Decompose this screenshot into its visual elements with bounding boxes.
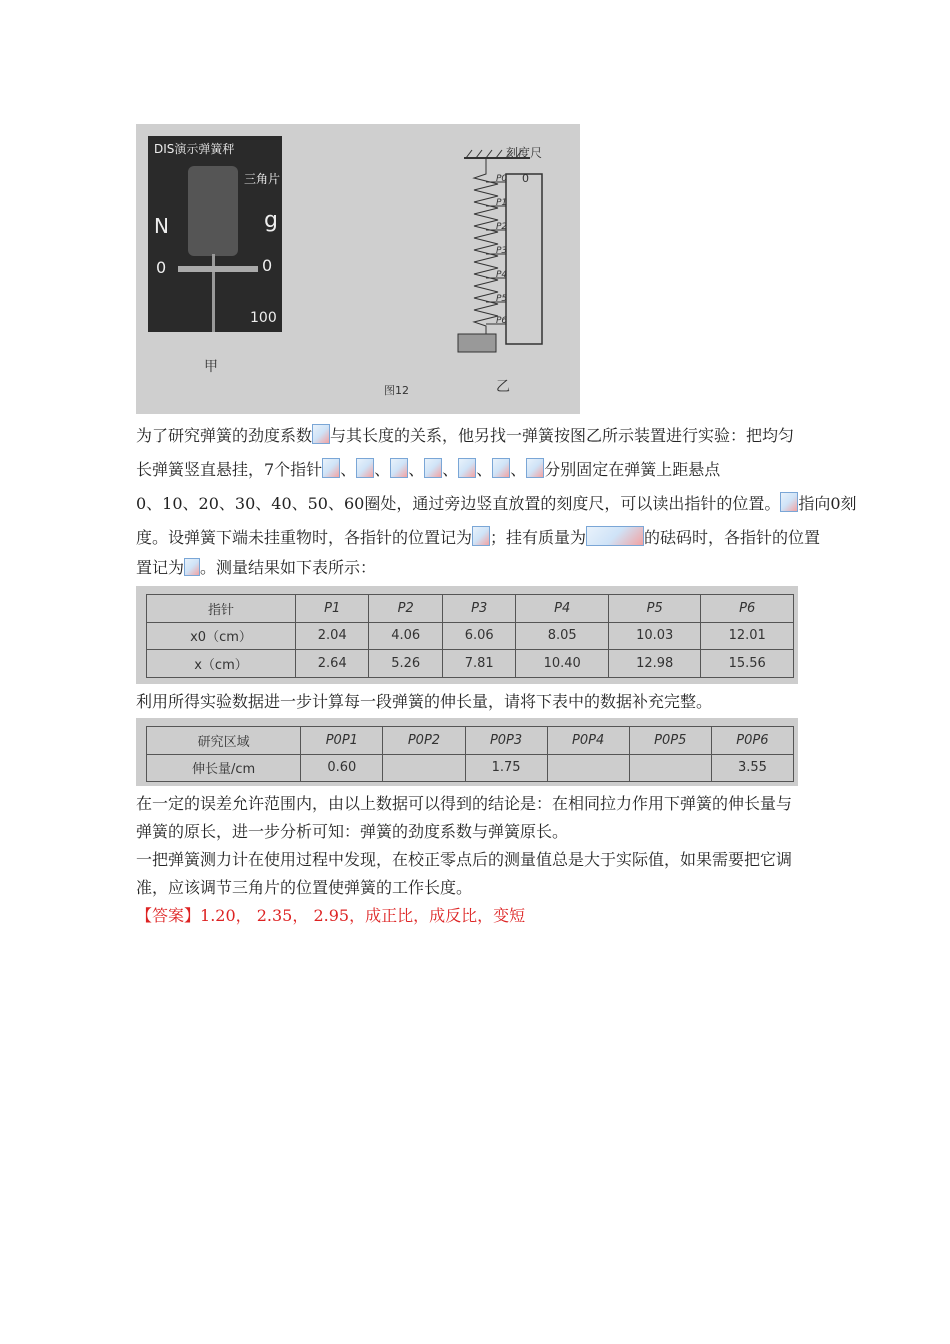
answer-text: 1.20， 2.35， 2.95，成正比，成反比，变短 <box>200 906 526 925</box>
para-text: 度。设弹簧下端未挂重物时，各指针的位置记为 <box>136 528 473 547</box>
table-cell: x0（cm） <box>147 622 296 650</box>
table-cell: 0.60 <box>301 754 383 782</box>
table-row <box>147 595 794 623</box>
para-text: 分别固定在弹簧上距悬点 <box>544 460 721 479</box>
figure-caption: 图12 <box>384 384 409 397</box>
image-placeholder-icon <box>184 558 200 576</box>
pointer-label: P5 <box>496 294 508 304</box>
pointer-label: P3 <box>496 246 508 256</box>
table-header-cell: P0P2 <box>383 727 465 755</box>
para-text: 为了研究弹簧的劲度系数 <box>136 426 313 445</box>
image-placeholder-icon <box>586 526 644 546</box>
table-header-cell: P0P5 <box>629 727 711 755</box>
image-placeholder-icon <box>472 526 490 546</box>
table-row <box>147 754 794 782</box>
para-text: 指向0刻 <box>798 494 857 513</box>
table-header-cell: P6 <box>701 595 794 623</box>
image-placeholder-icon <box>526 458 544 478</box>
table-header-cell: P1 <box>296 595 369 623</box>
experiment-figure <box>136 124 580 414</box>
ruler-zero-label: 0 <box>522 172 529 185</box>
zero-left-label: 0 <box>156 258 167 277</box>
para1-line1 <box>136 424 794 446</box>
image-placeholder-icon <box>356 458 374 478</box>
image-placeholder-icon <box>390 458 408 478</box>
para3-line4: 准，应该调节三角片的位置使弹簧的工作长度。 <box>136 878 473 897</box>
table-cell: 2.64 <box>296 650 369 678</box>
table-cell: 12.98 <box>608 650 701 678</box>
para-text: 长弹簧竖直悬挂，7个指针 <box>136 460 323 479</box>
para-text: 。测量结果如下表所示： <box>200 558 377 577</box>
ruler-label: 刻度尺 <box>506 146 543 160</box>
table-header-cell: P4 <box>516 595 609 623</box>
image-placeholder-icon <box>492 458 510 478</box>
table-cell: x（cm） <box>147 650 296 678</box>
hundred-label: 100 <box>250 310 277 326</box>
table-cell <box>383 754 465 782</box>
triangle-label: 三角片 <box>244 172 281 186</box>
table-row <box>147 727 794 755</box>
table-cell: 7.81 <box>442 650 515 678</box>
para2: 利用所得实验数据进一步计算每一段弹簧的伸长量，请将下表中的数据补充完整。 <box>136 692 713 711</box>
answer-line <box>136 906 525 926</box>
para1-line4 <box>136 526 820 548</box>
para-text: 的砝码时，各指针的位置 <box>644 528 821 547</box>
table-row <box>147 650 794 678</box>
table-cell: 6.06 <box>442 622 515 650</box>
para3-line2: 弹簧的原长，进一步分析可知：弹簧的劲度系数与弹簧原长。 <box>136 822 569 841</box>
para3-line1: 在一定的误差允许范围内，由以上数据可以得到的结论是：在相同拉力作用下弹簧的伸长量与 <box>136 794 793 813</box>
table-cell: 3.55 <box>711 754 793 782</box>
table2 <box>146 726 794 782</box>
spring-ruler-diagram <box>456 134 580 404</box>
table-cell: 15.56 <box>701 650 794 678</box>
table-header-cell: P0P4 <box>547 727 629 755</box>
table-header-cell: P5 <box>608 595 701 623</box>
table-cell: 4.06 <box>369 622 442 650</box>
table-cell: 1.75 <box>465 754 547 782</box>
table-header-cell: P0P3 <box>465 727 547 755</box>
para-text: ；挂有质量为 <box>490 528 587 547</box>
pointer-label: P6 <box>496 316 508 326</box>
pointer-label: P1 <box>496 198 508 208</box>
pointer-label: P0 <box>496 174 508 184</box>
para3-line3: 一把弹簧测力计在使用过程中发现，在校正零点后的测量值总是大于实际值，如果需要把它调 <box>136 850 793 869</box>
table-header-cell: P0P6 <box>711 727 793 755</box>
para1-line3 <box>136 492 857 514</box>
image-placeholder-icon <box>780 492 798 512</box>
table-header-cell: 指针 <box>147 595 296 623</box>
caption-yi: 乙 <box>496 379 510 395</box>
table-cell <box>547 754 629 782</box>
pointer-label: P2 <box>496 222 508 232</box>
table-cell: 伸长量/cm <box>147 754 301 782</box>
table-header-cell: P3 <box>442 595 515 623</box>
table-cell: 10.40 <box>516 650 609 678</box>
table-header-cell: 研究区域 <box>147 727 301 755</box>
image-placeholder-icon <box>424 458 442 478</box>
table1 <box>146 594 794 678</box>
table-header-cell: P2 <box>369 595 442 623</box>
table-cell: 5.26 <box>369 650 442 678</box>
table-cell: 12.01 <box>701 622 794 650</box>
table-cell <box>629 754 711 782</box>
zero-right-label: 0 <box>262 256 273 275</box>
caption-jia: 甲 <box>204 359 218 375</box>
answer-label: 【答案】 <box>136 906 201 925</box>
n-label: N <box>154 214 169 238</box>
para1-line2: 长弹簧竖直悬挂，7个指针 、 、 、 、 、 、 分别固定在弹簧上距悬点 <box>136 460 721 479</box>
g-label: g <box>264 208 278 233</box>
pointer-label: P4 <box>496 270 508 280</box>
table-header-cell: P0P1 <box>301 727 383 755</box>
image-placeholder-icon <box>312 424 330 444</box>
image-placeholder-icon <box>458 458 476 478</box>
table-row <box>147 622 794 650</box>
image-placeholder-icon <box>322 458 340 478</box>
para1-line5 <box>136 558 376 578</box>
fig-top-label: DIS演示弹簧秤 <box>154 142 235 156</box>
table-cell: 2.04 <box>296 622 369 650</box>
para-text: 0、10、20、30、40、50、60圈处，通过旁边竖直放置的刻度尺，可以读出指针的位置。 <box>136 494 781 513</box>
table-cell: 8.05 <box>516 622 609 650</box>
para-text: 置记为 <box>136 558 185 577</box>
para-text: 与其长度的关系，他另找一弹簧按图乙所示装置进行实验：把均匀 <box>330 426 795 445</box>
table-cell: 10.03 <box>608 622 701 650</box>
